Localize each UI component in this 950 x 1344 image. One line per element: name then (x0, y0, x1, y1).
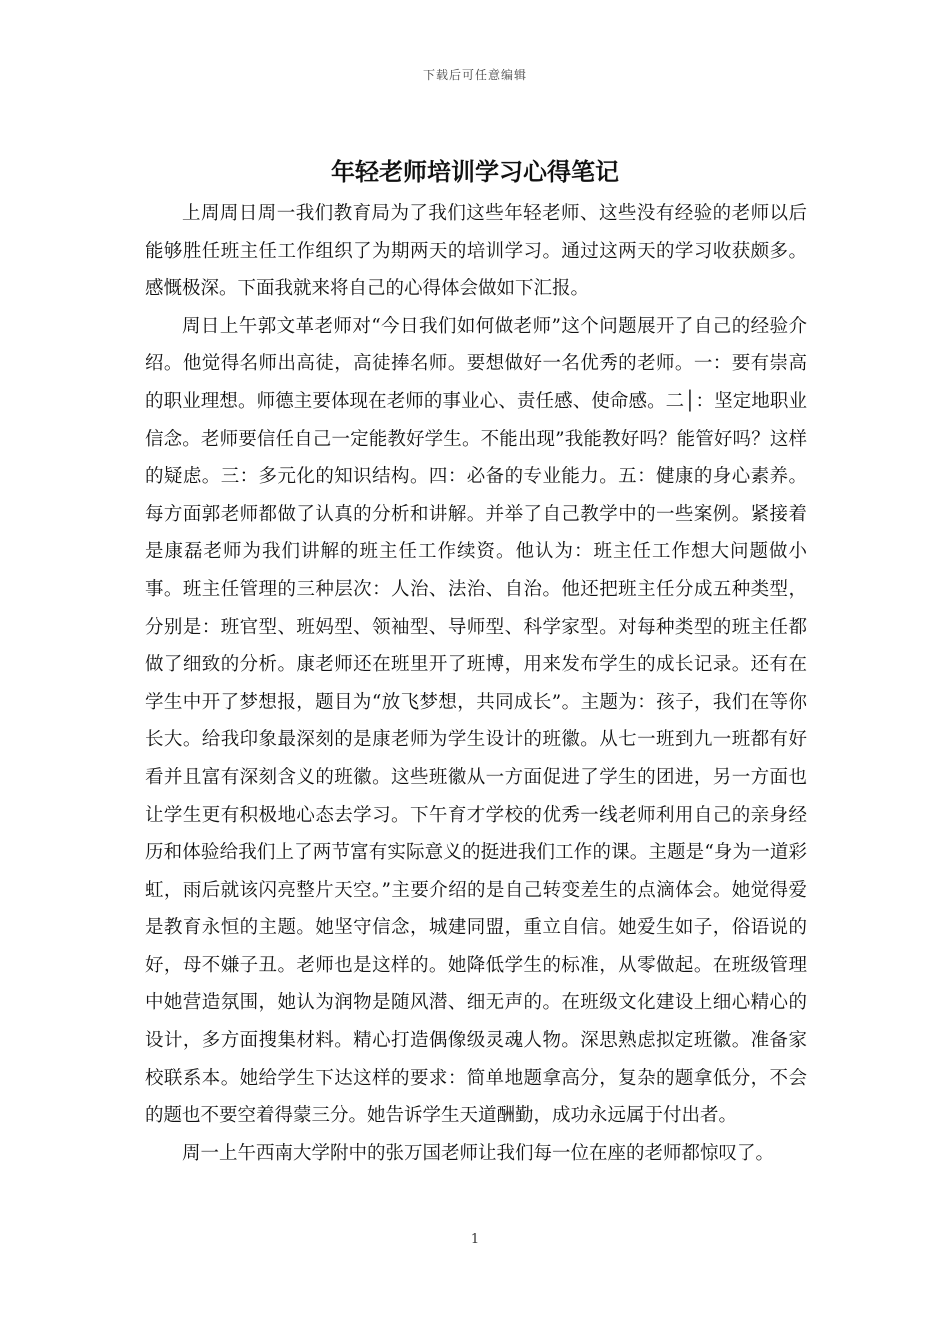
paragraph-1: 上周周日周一我们教育局为了我们这些年轻老师、这些没有经验的老师以后能够胜任班主任工作组织了为期两天的培训学习。通过这两天的学习收获颇多。感慨极深。下面我就来将自己的心得体会做如下汇报。 (145, 203, 807, 300)
header-note: 下载后可任意编辑 (422, 68, 527, 82)
page-number: 1 (470, 1232, 480, 1247)
document-body (145, 195, 807, 1172)
document-title: 年轻老师培训学习心得笔记 (331, 157, 619, 186)
paragraph-2: 周日上午郭文革老师对“今日我们如何做老师”这个问题展开了自己的经验介绍。他觉得名师出高徒，高徒捧名师。要想做好一名优秀的老师。一：要有崇高的职业理想。师德主要体现在老师的事业心、责任感、使命感。二│：坚定地职业信念。老师要信任自己一定能教好学生。不能出现”我能教好吗？能管好吗？这样的疑虑。三：多元化的知识结构。四：必备的专业能力。五：健康的身心素养。每方面郭老师都做了认真的分析和讲解。并举了自己教学中的一些案例。紧接着是康磊老师为我们讲解的班主任工作续资。他认为：班主任工作想大问题做小事。班主任管理的三种层次：人治、法治、自治。他还把班主任分成五种类型，分别是：班官型、班妈型、领袖型、导师型、科学家型。对每种类型的班主任都做了细致的分析。康老师还在班里开了班博，用来发布学生的成长记录。还有在学生中开了梦想报，题目为“放飞梦想，共同成长”。主题为：孩子，我们在等你长大。给我印象最深刻的是康老师为学生设计的班徽。从七一班到九一班都有好看并且富有深刻含义的班徽。这些班徽从一方面促进了学生的团进，另一方面也让学生更有积极地心态去学习。下午育才学校的优秀一线老师利用自己的亲身经历和体验给我们上了两节富有实际意义的挺进我们工作的课。主题是“身为一道彩虹，雨后就该闪亮整片天空。”主要介绍的是自己转变差生的点滴体会。她觉得爱是教育永恒的主题。她坚守信念，城建同盟，重立自信。她爱生如子，俗语说的好，母不嫌子丑。老师也是这样的。她降低学生的标准，从零做起。在班级管理中她营造氛围，她认为润物是随风潜、细无声的。在班级文化建设上细心精心的设计，多方面搜集材料。精心打造偶像级灵魂人物。深思熟虑拟定班徽。准备家校联系本。她给学生下达这样的要求：简单地题拿高分，复杂的题拿低分，不会的题也不要空着得蒙三分。她告诉学生天道酬勤，成功永远属于付出者。 (145, 315, 807, 1127)
paragraph-3: 周一上午西南大学附中的张万国老师让我们每一位在座的老师都惊叹了。 (182, 1142, 775, 1164)
